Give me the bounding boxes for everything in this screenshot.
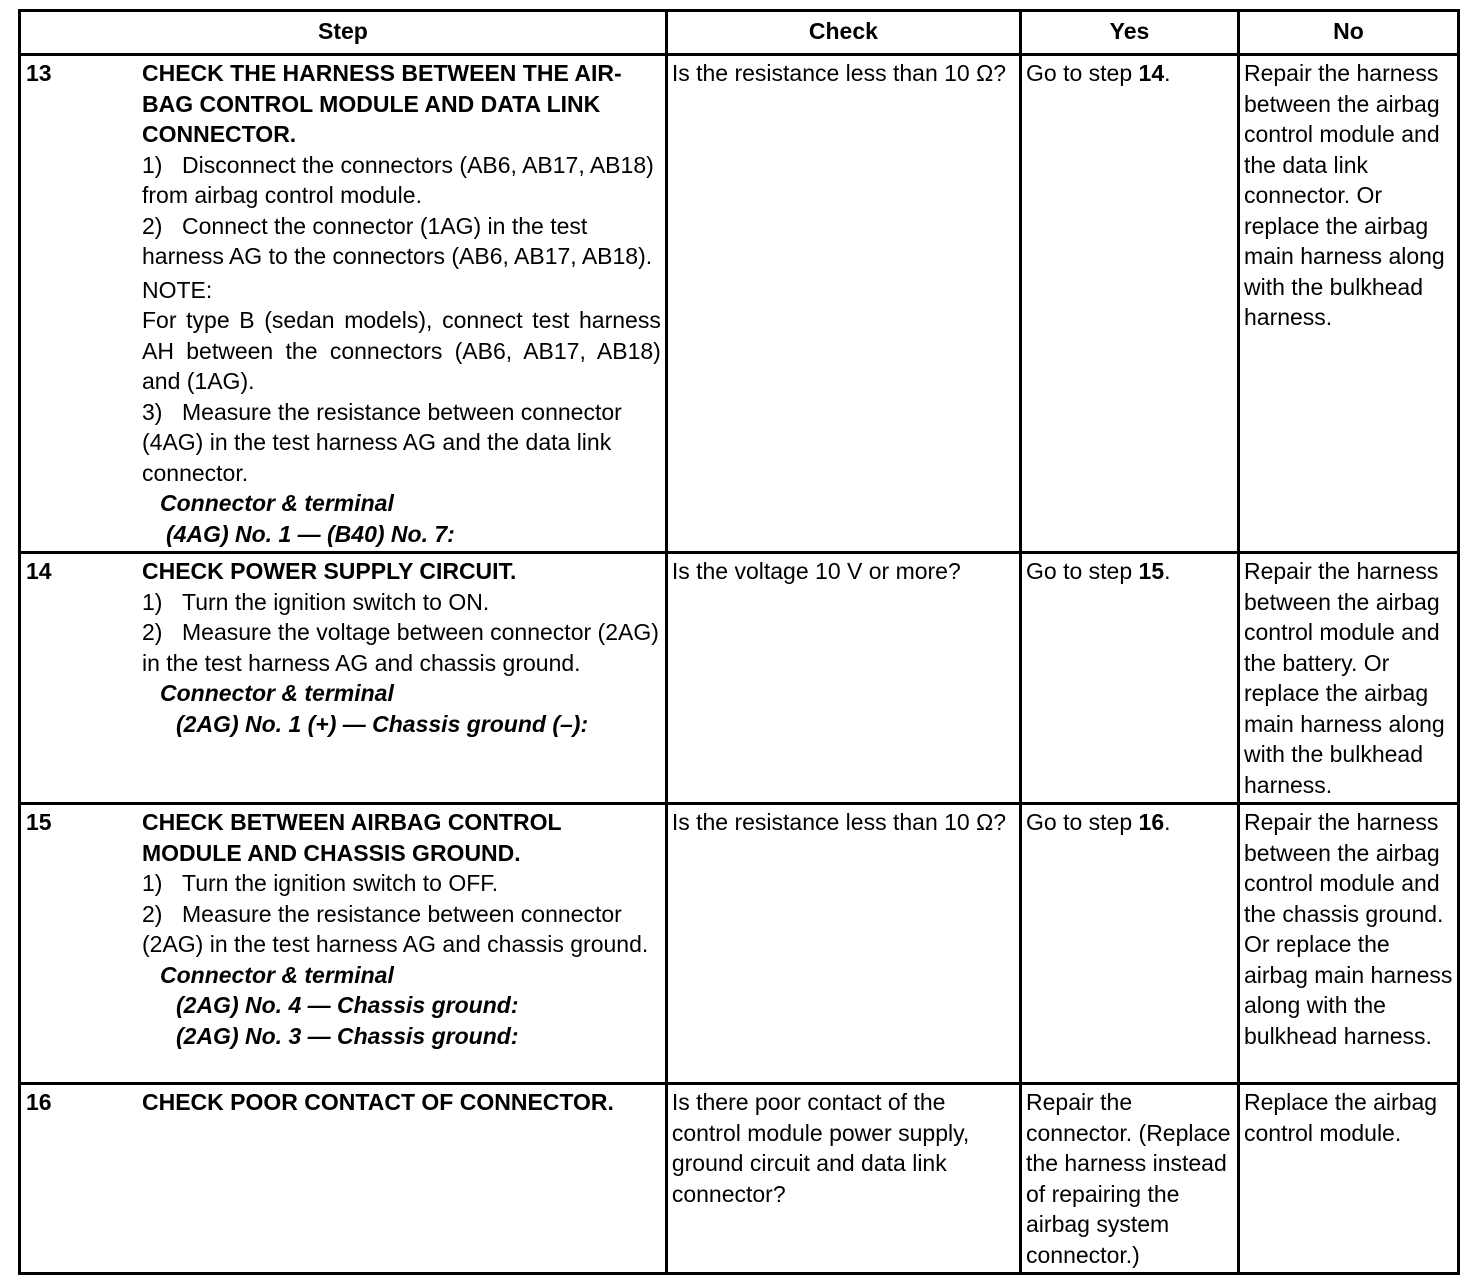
sub-step-text: Turn the ignition switch to ON. [182,588,490,615]
check-cell [666,55,1020,553]
no-text: Repair the harness between the airbag control module and the battery. Or replace the airbag main harness along with the bulkhead harness. [1243,558,1445,798]
step-cell [20,553,667,804]
sub-step-number: 1) [142,870,163,896]
note-label: NOTE: [142,276,213,303]
yes-cell [1021,55,1239,553]
yes-suffix: . [1164,558,1171,584]
step-title: CHECK POOR CONTACT OF CONNECTOR. [142,1089,614,1115]
sub-step [142,150,661,211]
step-title: CHECK THE HARNESS BETWEEN THE AIR-BAG CONTROL MODULE AND DATA LINK CONNECTOR. [142,60,622,147]
sub-step [142,587,661,618]
no-text: Replace the airbag control module. [1243,1089,1438,1146]
check-cell [666,804,1020,1084]
yes-step-number: 14 [1138,60,1165,86]
yes-text: Repair the connector. (Replace the harness instead of repairing the airbag system connector.) [1026,1089,1231,1268]
no-cell [1238,553,1458,804]
yes-text [1026,554,1233,589]
sub-step-text: Connect the connector (1AG) in the test harness AG to the connectors (AB6, AB17, AB18). [142,212,653,269]
sub-step [142,211,661,272]
sub-step-number: 2) [142,212,163,239]
yes-suffix: . [1164,809,1171,835]
step-number: 16 [26,1089,52,1115]
no-cell [1238,55,1458,553]
connector-terminal-label: Connector & terminal [160,680,394,706]
step-number: 14 [26,558,52,584]
no-cell [1238,1084,1458,1274]
yes-step-number: 16 [1138,809,1165,835]
sub-step-number: 1) [142,151,163,178]
step-cell [20,1084,667,1274]
header-check: Check [666,11,1020,55]
header-row [20,11,1459,55]
sub-step [142,899,661,960]
yes-cell [1021,553,1239,804]
yes-text [1026,56,1233,91]
sub-step-number: 1) [142,588,163,615]
yes-prefix: Go to step [1026,809,1139,835]
sub-step-number: 3) [142,398,163,425]
no-text: Repair the harness between the airbag control module and the chassis ground. Or replace the airbag main harness along with the bulkhead harness. [1243,809,1453,1049]
note-text: For type B (sedan models), connect test harness AH between the connectors (AB6, AB17, AB18) and (1AG). [142,307,661,394]
no-text: Repair the harness between the airbag control module and the data link connector. Or replace the airbag main harness along with the bulkhead harness. [1243,60,1445,330]
step-cell [20,804,667,1084]
header-yes: Yes [1021,11,1239,55]
yes-step-number: 15 [1138,558,1165,584]
step-title: CHECK BETWEEN AIRBAG CONTROL MODULE AND CHASSIS GROUND. [142,809,562,866]
sub-step [142,617,661,678]
check-text: Is the voltage 10 V or more? [671,558,961,584]
step-number: 15 [26,809,52,835]
diagnostic-table [18,9,1460,1275]
yes-cell [1021,804,1239,1084]
table-row-15 [20,804,1459,1084]
header-step: Step [20,11,667,55]
step-cell [20,55,667,553]
yes-suffix: . [1164,60,1171,86]
sub-step [142,397,661,489]
sub-step-number: 2) [142,900,163,927]
check-cell [666,553,1020,804]
check-text: Is the resistance less than 10 Ω? [671,809,1007,835]
yes-cell [1021,1084,1239,1274]
header-no: No [1238,11,1458,55]
check-text: Is the resistance less than 10 Ω? [671,60,1007,86]
connector-terminal-value: (2AG) No. 3 — Chassis ground: [176,1022,519,1049]
sub-step-text: Disconnect the connectors (AB6, AB17, AB18) from airbag control module. [142,151,654,208]
sub-step-text: Measure the voltage between connector (2AG) in the test harness AG and chassis ground. [142,619,659,676]
connector-terminal-label: Connector & terminal [160,961,394,988]
sub-step [142,868,661,899]
check-cell [666,1084,1020,1274]
connector-terminal-value: (2AG) No. 1 (+) — Chassis ground (–): [176,710,589,737]
no-cell [1238,804,1458,1084]
sub-step-text: Measure the resistance between connector (4AG) in the test harness AG and the data link connector. [142,398,622,486]
sub-step-text: Measure the resistance between connector (2AG) in the test harness AG and chassis ground. [142,900,649,957]
step-number: 13 [26,60,52,86]
connector-terminal-value: (2AG) No. 4 — Chassis ground: [176,992,519,1018]
sub-step-text: Turn the ignition switch to OFF. [182,870,499,896]
table-row-16 [20,1084,1459,1274]
yes-prefix: Go to step [1026,558,1139,584]
table-row-14 [20,553,1459,804]
check-text: Is there poor contact of the control module power supply, ground circuit and data link connector? [671,1089,970,1207]
yes-prefix: Go to step [1026,60,1139,86]
yes-text [1026,805,1233,840]
connector-terminal-label: Connector & terminal [160,490,394,516]
step-title: CHECK POWER SUPPLY CIRCUIT. [142,558,517,584]
table-row-13 [20,55,1459,553]
sub-step-number: 2) [142,619,163,645]
connector-terminal-value: (4AG) No. 1 — (B40) No. 7: [166,520,455,547]
